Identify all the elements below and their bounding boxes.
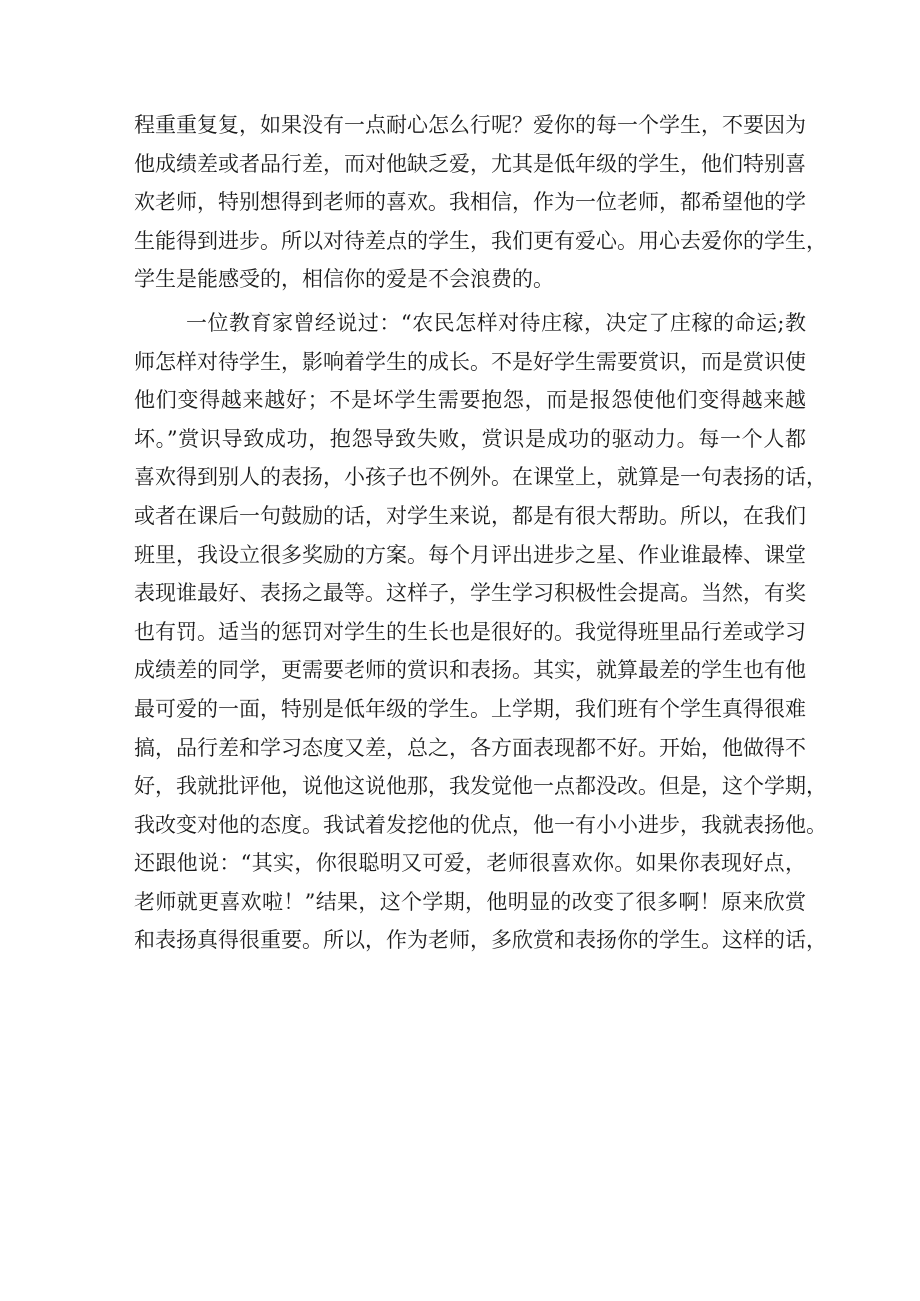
text-line: 最可爱的一面，特别是低年级的学生。上学期，我们班有个学生真得很难	[134, 696, 806, 721]
text-line: 表现谁最好、表扬之最等。这样子，学生学习积极性会提高。当然，有奖	[134, 581, 806, 606]
text-line: 或者在课后一句鼓励的话，对学生来说，都是有很大帮助。所以，在我们	[134, 503, 806, 528]
text-line: 程重重复复，如果没有一点耐心怎么行呢？爱你的每一个学生，不要因为	[134, 113, 806, 137]
text-line: 我改变对他的态度。我试着发挖他的优点，他一有小小进步，我就表扬他。	[134, 812, 827, 837]
text-line: 师怎样对待学生，影响着学生的成长。不是好学生需要赏识，而是赏识使	[134, 349, 806, 374]
text-line: 和表扬真得很重要。所以，作为老师，多欣赏和表扬你的学生。这样的话，	[134, 928, 827, 953]
text-line: 好，我就批评他，说他这说他那，我发觉他一点都没改。但是，这个学期，	[134, 774, 827, 799]
text-line: 搞，品行差和学习态度又差，总之，各方面表现都不好。开始，他做得不	[134, 735, 806, 760]
text-line: 学生是能感受的，相信你的爱是不会浪费的。	[134, 267, 554, 292]
paragraph-1	[134, 106, 827, 299]
text-line: 还跟他说：“其实，你很聪明又可爱，老师很喜欢你。如果你表现好点，	[134, 851, 806, 876]
text-line: 成绩差的同学，更需要老师的赏识和表扬。其实，就算最差的学生也有他	[134, 658, 806, 683]
text-line: 一位教育家曾经说过：“农民怎样对待庄稼，决定了庄稼的命运;教	[186, 310, 806, 335]
text-line: 喜欢得到别人的表扬，小孩子也不例外。在课堂上，就算是一句表扬的话，	[134, 465, 827, 490]
text-line: 欢老师，特别想得到老师的喜欢。我相信，作为一位老师，都希望他的学	[134, 190, 806, 215]
text-line: 生能得到进步。所以对待差点的学生，我们更有爱心。用心去爱你的学生，	[134, 228, 827, 253]
text-line: 坏。”赏识导致成功，抱怨导致失败，赏识是成功的驱动力。每一个人都	[134, 426, 806, 451]
text-line: 老师就更喜欢啦！”结果，这个学期，他明显的改变了很多啊！原来欣赏	[134, 889, 806, 914]
text-line: 他们变得越来越好；不是坏学生需要抱怨，而是报怨使他们变得越来越	[134, 388, 806, 413]
text-line: 他成绩差或者品行差，而对他缺乏爱，尤其是低年级的学生，他们特别喜	[134, 151, 806, 176]
text-line: 班里，我设立很多奖励的方案。每个月评出进步之星、作业谁最棒、课堂	[134, 542, 806, 567]
text-line: 也有罚。适当的惩罚对学生的生长也是很好的。我觉得班里品行差或学习	[134, 619, 806, 644]
document-body	[134, 106, 827, 960]
paragraph-2	[134, 304, 827, 960]
